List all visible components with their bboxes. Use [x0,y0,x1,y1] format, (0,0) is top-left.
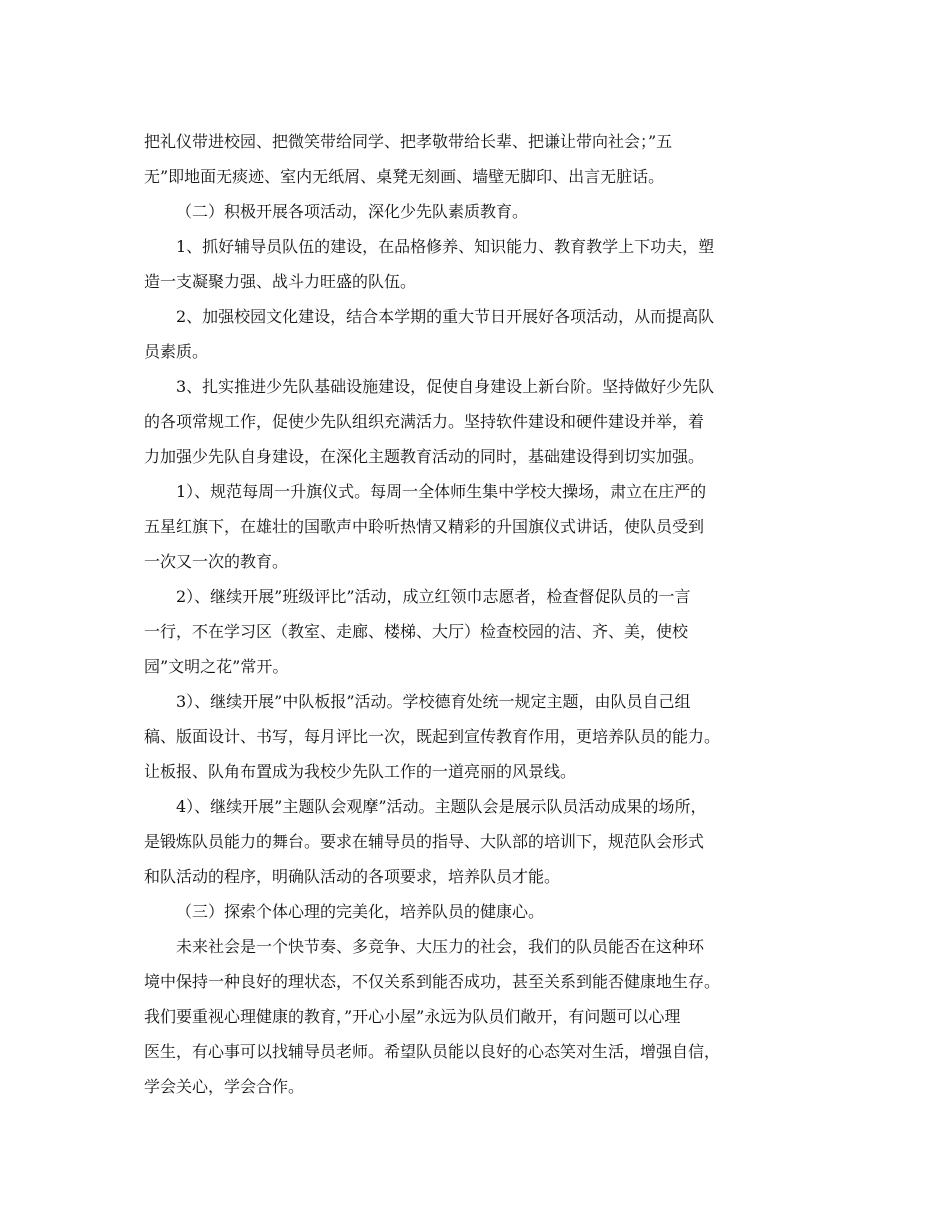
text-line: 1、抓好辅导员队伍的建设，在品格修养、知识能力、教育教学上下功夫，塑 [176,237,715,256]
text-line: 让板报、队角布置成为我校少先队工作的一道亮丽的风景线。 [144,762,577,781]
text-line: 2）、继续开展”班级评比”活动，成立红领巾志愿者，检查督促队员的一言 [176,587,691,606]
text-line: 五星红旗下，在雄壮的国歌声中聆听热情又精彩的升国旗仪式讲话，使队员受到 [144,517,705,536]
text-line: 园”文明之花”常开。 [144,657,289,676]
paragraph-subitem-3 [144,684,844,789]
paragraph-item-1 [144,229,844,299]
paragraph-item-2 [144,299,844,369]
text-line: 和队活动的程序，明确队活动的各项要求，培养队员才能。 [144,867,561,886]
text-line: 稿、版面设计、书写，每月评比一次，既起到宣传教育作用，更培养队员的能力。 [144,727,721,746]
text-line: 4）、继续开展”主题队会观摩”活动。主题队会是展示队员活动成果的场所， [176,797,707,816]
paragraph-subitem-1 [144,474,844,579]
text-line: 未来社会是一个快节奏、多竞争、大压力的社会，我们的队员能否在这种环 [176,937,705,956]
text-line: 医生，有心事可以找辅导员老师。希望队员能以良好的心态笑对生活，增强自信， [144,1042,721,1061]
text-line: 2、加强校园文化建设，结合本学期的重大节日开展好各项活动，从而提高队 [176,307,715,326]
paragraph-wu-wu [144,124,844,194]
text-line: 境中保持一种良好的理状态，不仅关系到能否成功，甚至关系到能否健康地生存。 [144,972,721,991]
paragraph-subitem-2 [144,579,844,684]
paragraph-mental-health [144,929,844,1104]
text-line: 3、扎实推进少先队基础设施建设，促使自身建设上新台阶。坚持做好少先队 [176,377,715,396]
text-line: （二）积极开展各项活动，深化少先队素质教育。 [176,202,529,221]
section-heading-3 [144,894,844,929]
text-line: 3）、继续开展”中队板报”活动。学校德育处统一规定主题，由队员自己组 [176,692,691,711]
text-line: 无”即地面无痰迹、室内无纸屑、桌凳无刻画、墙壁无脚印、出言无脏话。 [144,167,665,186]
text-line: 的各项常规工作，促使少先队组织充满活力。坚持软件建设和硬件建设并举，着 [144,412,705,431]
paragraph-item-3 [144,369,844,474]
text-line: 造一支凝聚力强、战斗力旺盛的队伍。 [144,272,417,291]
document-body [144,124,844,1104]
text-line: 学会关心，学会合作。 [144,1077,305,1096]
text-line: 一次又一次的教育。 [144,552,289,571]
text-line: 员素质。 [144,342,209,361]
text-line: 一行，不在学习区（教室、走廊、楼梯、大厅）检查校园的洁、齐、美，使校 [144,622,689,641]
text-line: 我们要重视心理健康的教育，”开心小屋”永远为队员们敞开，有问题可以心理 [144,1007,681,1026]
paragraph-subitem-4 [144,789,844,894]
text-line: （三）探索个体心理的完美化，培养队员的健康心。 [176,902,545,921]
section-heading-2 [144,194,844,229]
text-line: 力加强少先队自身建设，在深化主题教育活动的同时，基础建设得到切实加强。 [144,447,705,466]
text-line: 把礼仪带进校园、把微笑带给同学、把孝敬带给长辈、把谦让带向社会；”五 [144,132,673,151]
text-line: 是锻炼队员能力的舞台。要求在辅导员的指导、大队部的培训下，规范队会形式 [144,832,705,851]
text-line: 1）、规范每周一升旗仪式。每周一全体师生集中学校大操场，肃立在庄严的 [176,482,707,501]
